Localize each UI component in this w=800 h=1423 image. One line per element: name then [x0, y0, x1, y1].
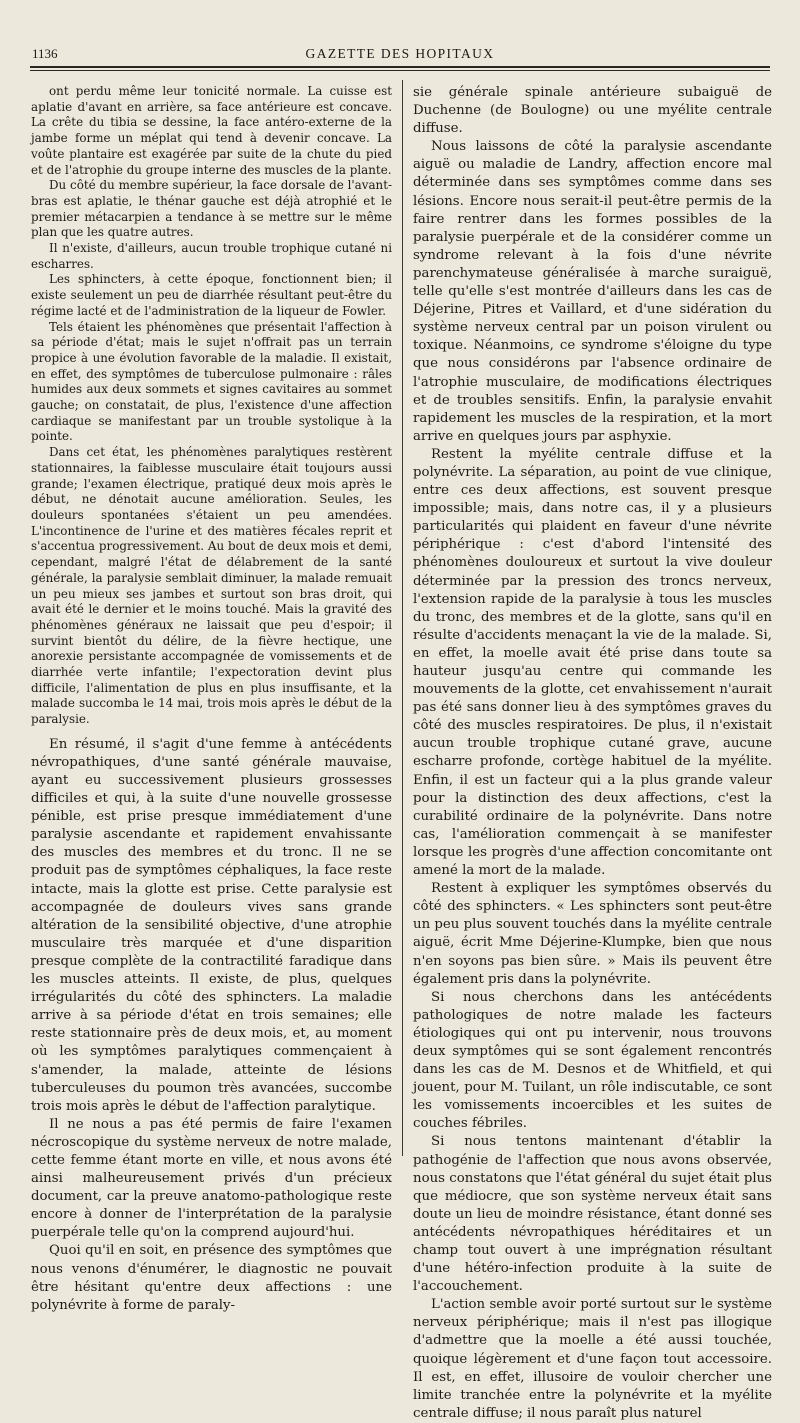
paragraph: ont perdu même leur tonicité normale. La cuisse est aplatie d'avant en arrière, sa face antérieure est concave. La crête du tibia se dessine, la face antéro-externe de la jambe forme un méplat qui tend à devenir concave. La voûte plantaire est exagérée par suite de la chute du pied et de l'atrophie du groupe interne des muscles de la plante. [31, 84, 392, 177]
header-rule-thick [30, 66, 770, 68]
header-rule-thin [30, 70, 770, 71]
paragraph: sie générale spinale antérieure subaiguë de Duchenne (de Boulogne) ou une myélite centrale diffuse. [413, 85, 772, 137]
paragraph: Les sphincters, à cette époque, fonctionnent bien; il existe seulement un peu de diarrhée résultant peut-être du régime lacté et de l'administration de la liqueur de Fowler. [31, 272, 392, 318]
right-column [413, 84, 772, 1421]
page-header [30, 46, 770, 66]
page-number: 1136 [32, 46, 58, 61]
paragraph: Si nous tentons maintenant d'établir la pathogénie de l'affection que nous avons observée, nous constatons que l'état général du sujet était plus que médiocre, que son système nerveux était sans doute un lieu de moindre résistance, étant donné ses antécédents névropathiques héréditaires et un champ tout ouvert à une imprégnation résultant d'une hétéro-infection produite à la suite de l'accouchement. [413, 1134, 772, 1295]
column-divider [402, 80, 403, 1156]
paragraph: Dans cet état, les phénomènes paralytiques restèrent stationnaires, la faiblesse musculaire était toujours aussi grande; l'examen électrique, pratiqué deux mois après le début, ne dénotait aucune amélioration. Seules, les douleurs spontanées s'étaient un peu amendées. L'incontinence de l'urine et des matières fécales reprit et s'accentua progressivement. Au bout de deux mois et demi, cependant, malgré l'état de délabrement de la santé générale, la paralysie semblait diminuer, la malade remuait un peu mieux ses jambes et surtout son bras droit, qui avait été le dernier et le moins touché. Mais la gravité des phénomènes généraux ne laissait que peu d'espoir; il survint bientôt du délire, de la fièvre hectique, une anorexie persistante accompagnée de vomissements et de diarrhée verte infantile; l'expectoration devint plus difficile, l'alimentation de plus en plus insuffisante, et la malade succomba le 14 mai, trois mois après le début de la paralysie. [31, 445, 392, 727]
paragraph: Il n'existe, d'ailleurs, aucun trouble trophique cutané ni escharres. [31, 241, 392, 271]
journal-title: GAZETTE DES HOPITAUX [305, 46, 495, 61]
paragraph: Restent la myélite centrale diffuse et la polynévrite. La séparation, au point de vue clinique, entre ces deux affections, est souvent presque impossible; mais, dans notre cas, il y a plusieurs particularités qui plaident en faveur d'une névrite périphérique : c'est d'abord l'intensité des phénomènes douloureux et surtout la vive douleur déterminée par la pression des troncs nerveux, l'extension rapide de la paralysie à tous les muscles du tronc, des membres et de la glotte, sans qu'il en résulte d'accidents menaçant la vie de la malade. Si, en effet, la moelle avait été prise dans toute sa hauteur jusqu'au centre qui commande les mouvements de la glotte, cet envahissement n'aurait pas été sans donner lieu à des symptômes graves du côté des muscles respiratoires. De plus, il n'existait aucun trouble trophique cutané grave, aucune escharre profonde, cortège habituel de la myélite. Enfin, il est un facteur qui a la plus grande valeur pour la distinction des deux affections, c'est la curabilité ordinaire de la polynévrite. Dans notre cas, l'amélioration commençait à se manifester lorsque les progrès d'une affection concomitante ont amené la mort de la malade. [413, 446, 772, 879]
paragraph: Si nous cherchons dans les antécédents pathologiques de notre malade les facteurs étiologiques qui ont pu intervenir, nous trouvons deux symptômes qui se sont également rencontrés dans les cas de M. Desnos et de Whitfield, et qui jouent, pour M. Tuilant, un rôle indiscutable, ce sont les vomissements incoercibles et les suites de couches fébriles. [413, 989, 772, 1132]
paragraph: L'action semble avoir porté surtout sur le système nerveux périphérique; mais il n'est pas illogique d'admettre que la moelle a été aussi touchée, quoique légèrement et d'une façon tout accessoire. Il est, en effet, illusoire de vouloir chercher une limite tranchée entre la polynévrite et la myélite centrale diffuse; il nous paraît plus naturel [413, 1297, 772, 1421]
paragraph: Quoi qu'il en soit, en présence des symptômes que nous venons d'énumérer, le diagnostic ne pouvait être hésitant qu'entre deux affections : une polynévrite à forme de paraly- [31, 1243, 392, 1313]
section-gap [31, 728, 392, 736]
paragraph: Il ne nous a pas été permis de faire l'examen nécroscopique du système nerveux de notre malade, cette femme étant morte en ville, et nous avons été ainsi malheureusement privés d'un précieux document, car la preuve anatomo-pathologique reste encore à donner de l'interprétation de la paralysie puerpérale telle qu'on la comprend aujourd'hui. [31, 1116, 392, 1241]
paragraph: Du côté du membre supérieur, la face dorsale de l'avant-bras est aplatie, le thénar gauche est déjà atrophié et le premier métacarpien a tendance à se mettre sur le même plan que les quatre autres. [31, 178, 392, 240]
paragraph: Nous laissons de côté la paralysie ascendante aiguë ou maladie de Landry, affection encore mal déterminée dans ses symptômes comme dans ses lésions. Encore nous serait-il peut-être permis de la faire rentrer dans les formes possibles de la paralysie puerpérale et de la considérer comme un syndrome relevant à la fois d'une névrite parenchymateuse généralisée à marche suraiguë, telle qu'elle s'est montrée d'ailleurs dans les cas de Déjerine, Pitres et Vaillard, et d'une sidération du système nerveux central par un poison virulent ou toxique. Néanmoins, ce syndrome s'éloigne du type que nous considérons par l'absence ordinaire de l'atrophie musculaire, de modifications électriques et de troubles sensitifs. Enfin, la paralysie envahit rapidement les muscles de la respiration, et la mort arrive en quelques jours par asphyxie. [413, 139, 772, 444]
left-column [31, 84, 392, 1313]
paragraph: En résumé, il s'agit d'une femme à antécédents névropathiques, d'une santé générale mauvaise, ayant eu successivement plusieurs grossesses difficiles et qui, à la suite d'une nouvelle grossesse pénible, est prise presque immédiatement d'une paralysie ascendante et rapidement envahissante des muscles des membres et du tronc. Il ne se produit pas de symptômes céphaliques, la face reste intacte, mais la glotte est prise. Cette paralysie est accompagnée de douleurs vives sans grande altération de la sensibilité objective, d'une atrophie musculaire très marquée et d'une disparition presque complète de la contractilité faradique dans les muscles atteints. Il existe, de plus, quelques irrégularités du côté des sphincters. La maladie arrive à sa période d'état en trois semaines; elle reste stationnaire près de deux mois, et, au moment où les symptômes paralytiques commençaient à s'amender, la malade, atteinte de lésions tuberculeuses du poumon très avancées, succombe trois mois après le début de l'affection paralytique. [31, 736, 392, 1114]
paragraph: Restent à expliquer les symptômes observés du côté des sphincters. « Les sphincters sont peut-être un peu plus souvent touchés dans la myélite centrale aiguë, écrit Mme Déjerine-Klumpke, bien que nous n'en soyons pas bien sûre. » Mais ils peuvent être également pris dans la polynévrite. [413, 881, 772, 987]
paragraph: Tels étaient les phénomènes que présentait l'affection à sa période d'état; mais le sujet n'offrait pas un terrain propice à une évolution favorable de la maladie. Il existait, en effet, des symptômes de tuberculose pulmonaire : râles humides aux deux sommets et signes cavitaires au sommet gauche; on constatait, de plus, l'existence d'une affection cardiaque se manifestant par un trouble systolique à la pointe. [31, 319, 392, 444]
